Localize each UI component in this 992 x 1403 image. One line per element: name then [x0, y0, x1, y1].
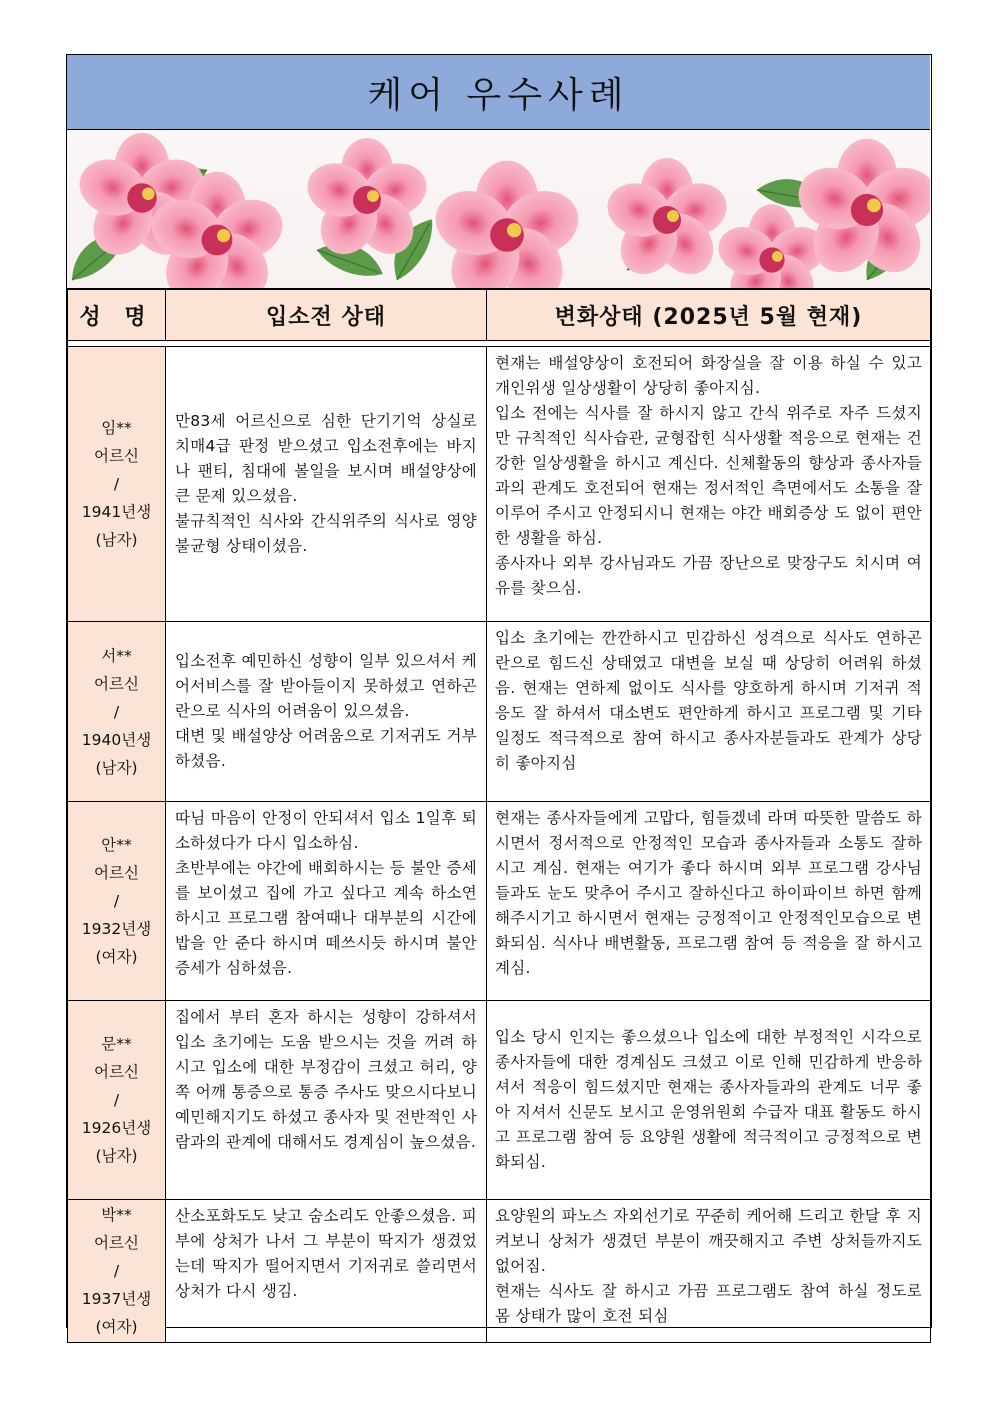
resident-slash: / — [113, 1262, 120, 1280]
resident-slash: / — [113, 1091, 120, 1109]
resident-slash: / — [113, 702, 120, 721]
table-row — [68, 622, 931, 802]
before-state: 따님 마음이 안정이 안되셔서 입소 1일후 퇴소하셨다가 다시 입소하심. 초반부에는 야간에 배회하시는 등 불안 증세를 보이셨고 집에 가고 싶다고 계속 하소연 하시고 프로그램 참여때나 대부분의 시간에 밥을 안 준다 하시며 떼쓰시듯 하시며 불안 증세가 심하셨음. — [166, 802, 487, 1001]
resident-birth-year: 1926년생 — [81, 1119, 152, 1137]
resident-name: 박** — [101, 1206, 132, 1224]
title-bar — [67, 55, 930, 130]
resident-honorific: 어르신 — [94, 1234, 139, 1252]
header-after: 변화상태 (2025년 5월 현재) — [487, 290, 931, 341]
flower-banner — [67, 130, 930, 289]
before-state: 산소포화도도 낮고 숨소리도 안좋으셨음. 피부에 상처가 나서 그 부분이 딱지가 생겼었는데 딱지가 떨어지면서 기저귀로 쓸리면서 상처가 다시 생김. — [166, 1200, 487, 1343]
resident-honorific: 어르신 — [94, 447, 139, 465]
care-case-sheet — [66, 54, 932, 1336]
resident-birth-year: 1937년생 — [81, 1290, 152, 1308]
resident-name: 임** — [101, 419, 132, 437]
table-row — [68, 1200, 931, 1343]
before-state: 만83세 어르신으로 심한 단기기억 상실로 치매4급 판정 받으셨고 입소전후에는 바지나 팬티, 침대에 볼일을 보시며 배설양상에 큰 문제 있으셨음. 불규칙적인 식사와 간식위주의 식사로 영양 불균형 상태이셨음. — [166, 347, 487, 622]
resident-honorific: 어르신 — [94, 1063, 139, 1081]
page-title: 케어 우수사례 — [367, 74, 630, 116]
resident-sex: (여자) — [95, 1318, 138, 1336]
table-header-row — [68, 290, 931, 341]
resident-name: 안** — [101, 836, 132, 854]
resident-name-cell — [68, 347, 166, 622]
care-case-table — [67, 289, 931, 1343]
header-name: 성 명 — [68, 290, 166, 341]
resident-birth-year: 1941년생 — [81, 503, 152, 521]
resident-slash: / — [113, 892, 120, 910]
resident-name-cell — [68, 802, 166, 1001]
resident-honorific: 어르신 — [94, 864, 139, 882]
resident-birth-year: 1940년생 — [81, 730, 152, 749]
after-state: 현재는 종사자들에게 고맙다, 힘들겠네 라며 따뜻한 말씀도 하시면서 정서적으로 안정적인 모습과 종사자들과 소통도 잘하시고 계심. 현재는 여기가 좋다 하시며 외부 프로그램 강사님들과도 눈도 맞추어 주시고 잘하신다고 하이파이브 하면 함께 해주시기고 하시면서 현재는 긍정적이고 안정적인모습으로 변화되심. 식사나 배변활동, 프로그램 참여 등 적응을 잘 하시고 계심. — [487, 802, 931, 1001]
resident-name-cell — [68, 622, 166, 802]
before-state: 집에서 부터 혼자 하시는 성향이 강하셔서 입소 초기에는 도움 받으시는 것을 꺼려 하시고 입소에 대한 부정감이 크셨고 허리, 양쪽 어깨 통증으로 통증 주사도 맞으시다보니 예민해지기도 하셨고 종사자 및 전반적인 사람과의 관계에 대해서도 경계심이 높으셨음. — [166, 1001, 487, 1200]
resident-birth-year: 1932년생 — [81, 920, 152, 938]
resident-sex: (여자) — [95, 948, 138, 966]
resident-sex: (남자) — [95, 1147, 138, 1165]
resident-name-cell — [68, 1001, 166, 1200]
resident-slash: / — [113, 475, 120, 493]
hibiscus-flowers-icon — [67, 130, 930, 288]
table-row — [68, 802, 931, 1001]
resident-honorific: 어르신 — [94, 674, 139, 693]
resident-sex: (남자) — [95, 531, 138, 549]
after-state: 입소 당시 인지는 좋으셨으나 입소에 대한 부정적인 시각으로 종사자들에 대한 경계심도 크셨고 이로 인해 민감하게 반응하셔서 적응이 힘드셨지만 현재는 종사자들과의 관계도 너무 좋아 지셔서 신문도 보시고 운영위원회 수급자 대표 활동도 하시고 프로그램 참여 등 요양원 생활에 적극적이고 긍정적으로 변화되심. — [487, 1001, 931, 1200]
after-state: 입소 초기에는 깐깐하시고 민감하신 성격으로 식사도 연하곤란으로 힘드신 상태였고 대변을 보실 때 상당히 어려워 하셨음. 현재는 연하제 없이도 식사를 양호하게 하시며 기저귀 적응도 잘 하셔서 대소변도 편안하게 하시고 프로그램 및 기타 일정도 적극적으로 참여 하시고 종사자분들과도 관계가 상당히 좋아지심 — [487, 622, 931, 802]
table-row — [68, 1001, 931, 1200]
resident-name-cell — [68, 1200, 166, 1343]
resident-name: 서** — [101, 646, 132, 665]
header-before: 입소전 상태 — [166, 290, 487, 341]
resident-sex: (남자) — [95, 758, 138, 777]
table-row — [68, 347, 931, 622]
resident-name: 문** — [101, 1035, 132, 1053]
after-state: 요양원의 파노스 자외선기로 꾸준히 케어해 드리고 한달 후 지켜보니 상처가 생겼던 부분이 깨끗해지고 주변 상처들까지도 없어짐. 현재는 식사도 잘 하시고 가끔 프로그램도 참여 하실 정도로 몸 상태가 많이 호전 되심 — [487, 1200, 931, 1343]
after-state: 현재는 배설양상이 호전되어 화장실을 잘 이용 하실 수 있고 개인위생 일상생활이 상당히 좋아지심. 입소 전에는 식사를 잘 하시지 않고 간식 위주로 자주 드셨지만 규칙적인 식사습관, 균형잡힌 식사생활 적응으로 현재는 건강한 일상생활을 하시고 계신다. 신체활동의 향상과 종사자들과의 관계도 호전되어 현재는 정서적인 측면에서도 소통을 잘 이루어 주시고 안정되시니 현재는 야간 배회증상 도 없이 편안한 생활을 하심. 종사자나 외부 강사님과도 가끔 장난으로 맞장구도 치시며 여유를 찾으심. — [487, 347, 931, 622]
before-state: 입소전후 예민하신 성향이 일부 있으셔서 케어서비스를 잘 받아들이지 못하셨고 연하곤란으로 식사의 어려움이 있으셨음. 대변 및 배설양상 어려움으로 기저귀도 거부 하셨음. — [166, 622, 487, 802]
